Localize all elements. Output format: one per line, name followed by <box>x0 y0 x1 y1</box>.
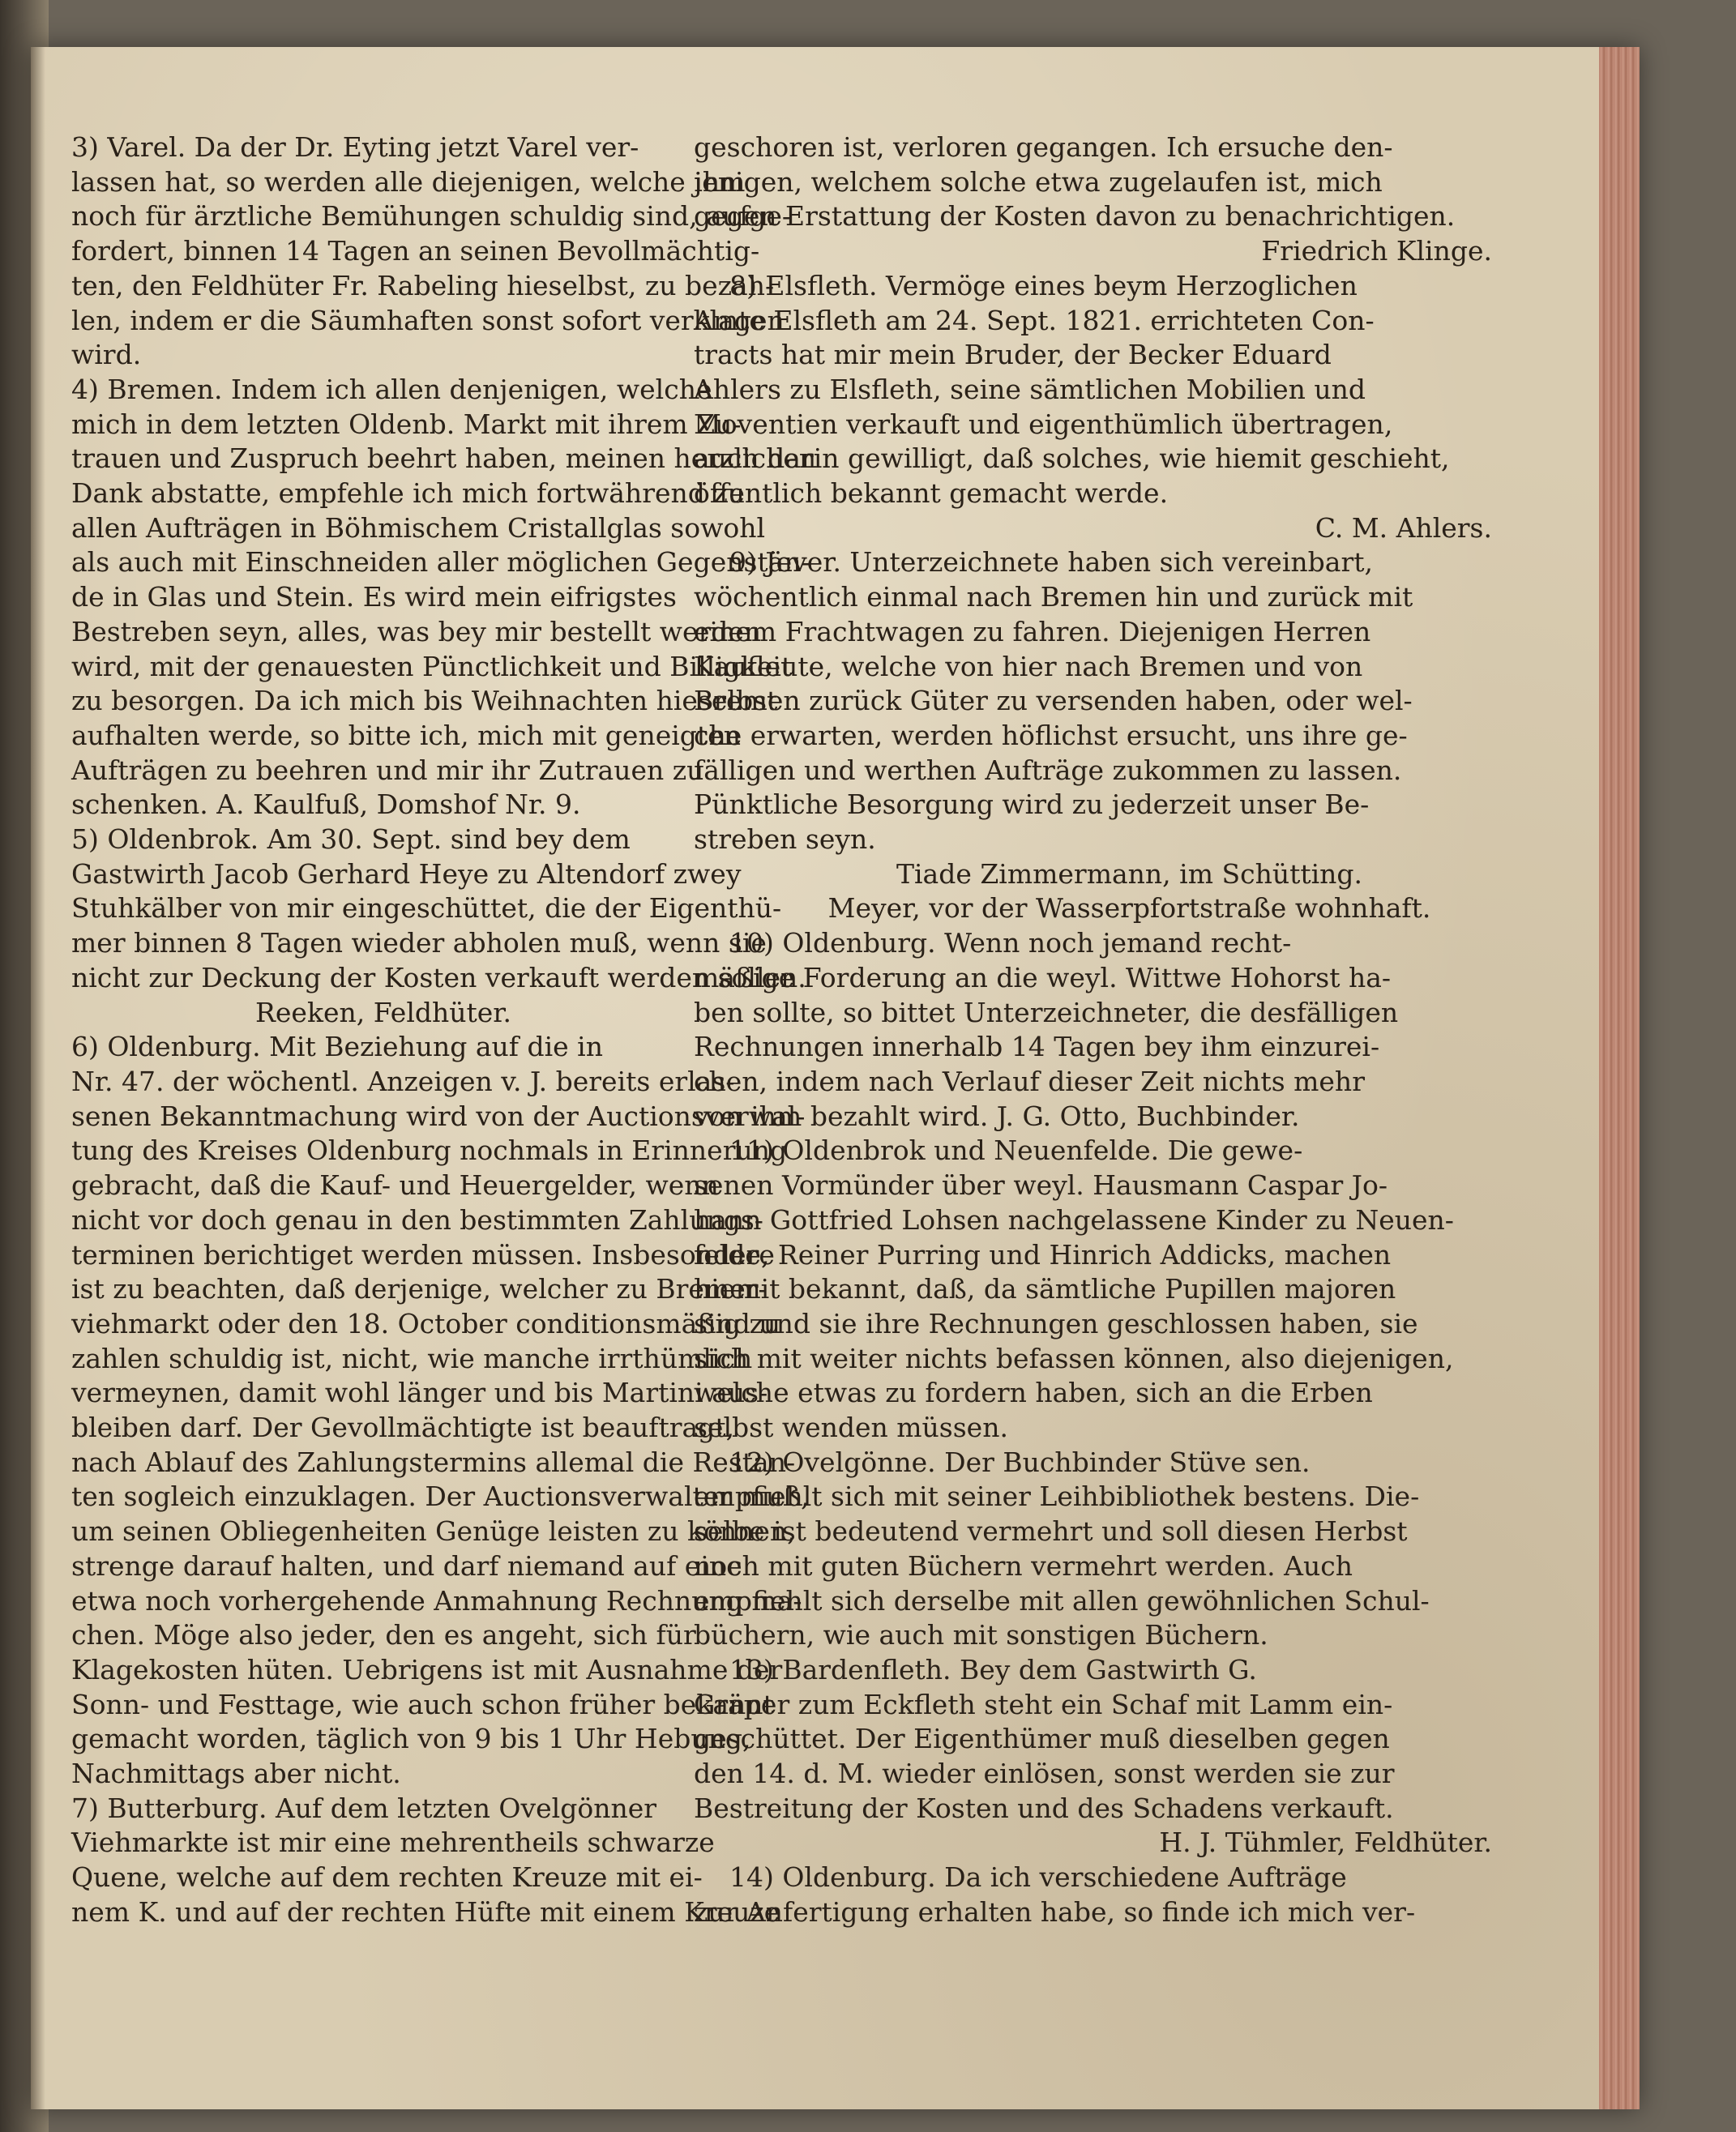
left-column-line: Klagekosten hüten. Uebrigens ist mit Ausnahme der <box>71 1653 783 1686</box>
left-column-line: viehmarkt oder den 18. October conditionsmäßig zu <box>71 1307 781 1339</box>
left-column <box>71 130 817 1930</box>
right-column-line: Ahlers zu Elsfleth, seine sämtlichen Mobilien und <box>694 373 1366 405</box>
left-column-line: Quene, welche auf dem rechten Kreuze mit ei- <box>71 1861 703 1894</box>
left-column-line: mer binnen 8 Tagen wieder abholen muß, wenn sie <box>71 927 767 959</box>
page-edge-right <box>1599 47 1640 2109</box>
right-column-line: Bremen zurück Güter zu versenden haben, oder wel- <box>694 685 1413 717</box>
right-column-line: wöchentlich einmal nach Bremen hin und zurück mit <box>694 581 1413 613</box>
left-column-line: trauen und Zuspruch beehrt haben, meinen herzlichen <box>71 442 817 475</box>
left-column-line: als auch mit Einschneiden aller möglichen Gegenstän- <box>71 546 810 579</box>
left-column-line: ten sogleich einzuklagen. Der Auctionsverwalter muß, <box>71 1480 810 1513</box>
right-column-line: 8) Elsfleth. Vermöge eines beym Herzoglichen <box>729 269 1358 301</box>
right-column <box>694 130 1565 1930</box>
right-column-line: Tiade Zimmermann, im Schütting. <box>896 857 1363 890</box>
right-column-line: Bestreitung der Kosten und des Schadens verkauft. <box>694 1792 1394 1824</box>
right-column-line: Moventien verkauft und eigenthümlich übertragen, <box>694 408 1393 440</box>
right-column-line: auch darin gewilligt, daß solches, wie hiemit geschieht, <box>694 442 1450 475</box>
left-column-line: tung des Kreises Oldenburg nochmals in Erinnerung <box>71 1134 788 1167</box>
right-column-line: öffentlich bekannt gemacht werde. <box>694 477 1169 510</box>
right-column-line: che erwarten, werden höflichst ersucht, uns ihre ge- <box>694 719 1408 751</box>
right-column-line: empfiehlt sich derselbe mit allen gewöhnlichen Schul- <box>694 1584 1430 1617</box>
left-column-line: Bestreben seyn, alles, was bey mir bestellt werden <box>71 615 762 647</box>
left-column-line: vermeynen, damit wohl länger und bis Martini aus- <box>71 1377 768 1409</box>
left-column-line: terminen berichtiget werden müssen. Insbesondere <box>71 1238 775 1271</box>
right-column-line: Friedrich Klinge. <box>1261 235 1492 267</box>
right-column-line: 11) Oldenbrok und Neuenfelde. Die gewe- <box>729 1134 1303 1167</box>
right-column-line: Pünktliche Besorgung wird zu jederzeit unser Be- <box>694 788 1370 821</box>
right-column-line: felde, Reiner Purring und Hinrich Addicks, machen <box>694 1238 1392 1271</box>
right-column-line: von ihm bezahlt wird. J. G. Otto, Buchbinder. <box>694 1100 1300 1132</box>
left-column-line: 4) Bremen. Indem ich allen denjenigen, welche <box>71 373 712 405</box>
right-column-line: H. J. Tühmler, Feldhüter. <box>1159 1827 1492 1859</box>
left-column-line: strenge darauf halten, und darf niemand auf eine <box>71 1549 742 1582</box>
right-column-line: sich mit weiter nichts befassen können, also diejenigen, <box>694 1342 1454 1374</box>
right-column-line: 9) Jever. Unterzeichnete haben sich vereinbart, <box>729 546 1373 579</box>
left-column-line: Viehmarkte ist mir eine mehrentheils schwarze <box>71 1827 715 1859</box>
left-column-line: de in Glas und Stein. Es wird mein eifrigstes <box>71 581 677 613</box>
left-column-line: gemacht worden, täglich von 9 bis 1 Uhr Hebung, <box>71 1723 751 1755</box>
right-column-line: Gräper zum Eckfleth steht ein Schaf mit Lamm ein- <box>694 1688 1393 1720</box>
right-column-line: einem Frachtwagen zu fahren. Diejenigen Herren <box>694 615 1371 647</box>
right-column-line: tracts hat mir mein Bruder, der Becker Eduard <box>694 339 1332 371</box>
left-column-line: Stuhkälber von mir eingeschüttet, die der Eigenthü- <box>71 892 782 925</box>
left-column-line: Reeken, Feldhüter. <box>255 996 511 1028</box>
right-column-line: Amte Elsfleth am 24. Sept. 1821. errichteten Con- <box>694 304 1375 336</box>
right-column-line: selbe ist bedeutend vermehrt und soll diesen Herbst <box>694 1515 1408 1548</box>
left-column-line: 7) Butterburg. Auf dem letzten Ovelgönner <box>71 1792 657 1824</box>
right-column-line: Rechnungen innerhalb 14 Tagen bey ihm einzurei- <box>694 1031 1380 1063</box>
right-column-line: welche etwas zu fordern haben, sich an die Erben <box>694 1377 1373 1409</box>
right-column-line: geschoren ist, verloren gegangen. Ich ersuche den- <box>694 131 1393 163</box>
left-column-line: chen. Möge also jeder, den es angeht, sich für <box>71 1619 696 1651</box>
left-column-line: zu besorgen. Da ich mich bis Weihnachten hieselbst <box>71 685 778 717</box>
left-column-line: Sonn- und Festtage, wie auch schon früher bekannt <box>71 1688 774 1720</box>
left-column-line: Dank abstatte, empfehle ich mich fortwährend zu <box>71 477 746 510</box>
left-column-line: Nr. 47. der wöchentl. Anzeigen v. J. bereits erlas- <box>71 1065 735 1097</box>
left-column-line: 6) Oldenburg. Mit Beziehung auf die in <box>71 1031 603 1063</box>
left-column-line: zahlen schuldig ist, nicht, wie manche irrthümlich <box>71 1342 753 1374</box>
left-column-line: schenken. A. Kaulfuß, Domshof Nr. 9. <box>71 788 581 821</box>
page-gutter <box>31 47 45 2109</box>
right-column-line: streben seyn. <box>694 823 876 856</box>
left-column-line: nicht zur Deckung der Kosten verkauft werden sollen. <box>71 961 806 993</box>
left-column-line: Aufträgen zu beehren und mir ihr Zutrauen zu <box>71 754 704 786</box>
left-column-line: wird. <box>71 339 142 371</box>
right-column-line: mäßige Forderung an die weyl. Wittwe Hohorst ha- <box>694 961 1392 993</box>
right-column-line: hann Gottfried Lohsen nachgelassene Kinder zu Neuen- <box>694 1203 1454 1236</box>
right-column-line: büchern, wie auch mit sonstigen Büchern. <box>694 1619 1268 1651</box>
right-column-line: Meyer, vor der Wasserpfortstraße wohnhaft. <box>827 892 1431 925</box>
right-column-line: ben sollte, so bittet Unterzeichneter, die desfälligen <box>694 996 1399 1028</box>
right-column-line: fälligen und werthen Aufträge zukommen zu lassen. <box>694 754 1402 786</box>
right-column-line: empfiehlt sich mit seiner Leihbibliothek bestens. Die- <box>694 1480 1420 1513</box>
left-column-line: allen Aufträgen in Böhmischem Cristallglas sowohl <box>71 511 766 544</box>
left-column-line: Gastwirth Jacob Gerhard Heye zu Altendorf zwey <box>71 857 742 890</box>
left-column-line: nach Ablauf des Zahlungstermins allemal die Restan- <box>71 1446 796 1478</box>
right-column-line: geschüttet. Der Eigenthümer muß dieselben gegen <box>694 1723 1390 1755</box>
left-column-line: len, indem er die Säumhaften sonst sofort verklagen <box>71 304 785 336</box>
left-column-line: mich in dem letzten Oldenb. Markt mit ihrem Zu- <box>71 408 742 440</box>
left-column-line: etwa noch vorhergehende Anmahnung Rechnung ma- <box>71 1584 802 1617</box>
left-column-line: 5) Oldenbrok. Am 30. Sept. sind bey dem <box>71 823 631 856</box>
left-column-line: nem K. und auf der rechten Hüfte mit einem Kreuze <box>71 1895 780 1928</box>
right-column-line: sind und sie ihre Rechnungen geschlossen haben, sie <box>694 1307 1418 1339</box>
left-column-line: aufhalten werde, so bitte ich, mich mit geneigten <box>71 719 741 751</box>
right-column-line: 14) Oldenburg. Da ich verschiedene Aufträge <box>729 1861 1347 1894</box>
left-column-line: senen Bekanntmachung wird von der Auctionsverwal- <box>71 1100 806 1132</box>
right-column-line: zur Anfertigung erhalten habe, so finde ich mich ver- <box>694 1895 1416 1928</box>
left-column-line: ten, den Feldhüter Fr. Rabeling hieselbst, zu bezah- <box>71 269 775 301</box>
left-column-line: bleiben darf. Der Gevollmächtigte ist beauftragt, <box>71 1412 735 1444</box>
left-column-line: fordert, binnen 14 Tagen an seinen Bevollmächtig- <box>71 235 760 267</box>
right-column-line: gegen Erstattung der Kosten davon zu benachrichtigen. <box>694 200 1456 233</box>
left-column-line: noch für ärztliche Bemühungen schuldig sind, aufge- <box>71 200 792 233</box>
left-column-line: nicht vor doch genau in den bestimmten Zahlungs- <box>71 1203 763 1236</box>
right-column-line: selbst wenden müssen. <box>694 1412 1008 1444</box>
right-column-line: Kaufleute, welche von hier nach Bremen und von <box>694 650 1363 682</box>
left-column-line: gebracht, daß die Kauf- und Heuergelder, wenn <box>71 1169 719 1202</box>
right-column-line: 13) Bardenfleth. Bey dem Gastwirth G. <box>729 1653 1257 1686</box>
right-column-line: noch mit guten Büchern vermehrt werden. Auch <box>694 1549 1353 1582</box>
left-column-line: wird, mit der genauesten Pünctlichkeit und Billigkeit <box>71 650 793 682</box>
right-column-line: C. M. Ahlers. <box>1315 511 1492 544</box>
newspaper-page <box>31 47 1640 2109</box>
left-column-line: um seinen Obliegenheiten Genüge leisten zu können, <box>71 1515 796 1548</box>
left-column-line: 3) Varel. Da der Dr. Eyting jetzt Varel ver- <box>71 131 639 163</box>
right-column-line: senen Vormünder über weyl. Hausmann Caspar Jo- <box>694 1169 1388 1202</box>
right-column-line: hiemit bekannt, daß, da sämtliche Pupillen majoren <box>694 1273 1396 1305</box>
left-column-line: Nachmittags aber nicht. <box>71 1758 401 1790</box>
right-column-line: den 14. d. M. wieder einlösen, sonst werden sie zur <box>694 1758 1395 1790</box>
right-column-line: jenigen, welchem solche etwa zugelaufen ist, mich <box>694 165 1383 198</box>
left-column-line: lassen hat, so werden alle diejenigen, welche ihm <box>71 165 746 198</box>
left-column-line: ist zu beachten, daß derjenige, welcher zu Bremer- <box>71 1273 768 1305</box>
right-column-line: 12) Ovelgönne. Der Buchbinder Stüve sen. <box>729 1446 1311 1478</box>
right-column-line: 10) Oldenburg. Wenn noch jemand recht- <box>729 927 1292 959</box>
right-column-line: chen, indem nach Verlauf dieser Zeit nichts mehr <box>694 1065 1365 1097</box>
